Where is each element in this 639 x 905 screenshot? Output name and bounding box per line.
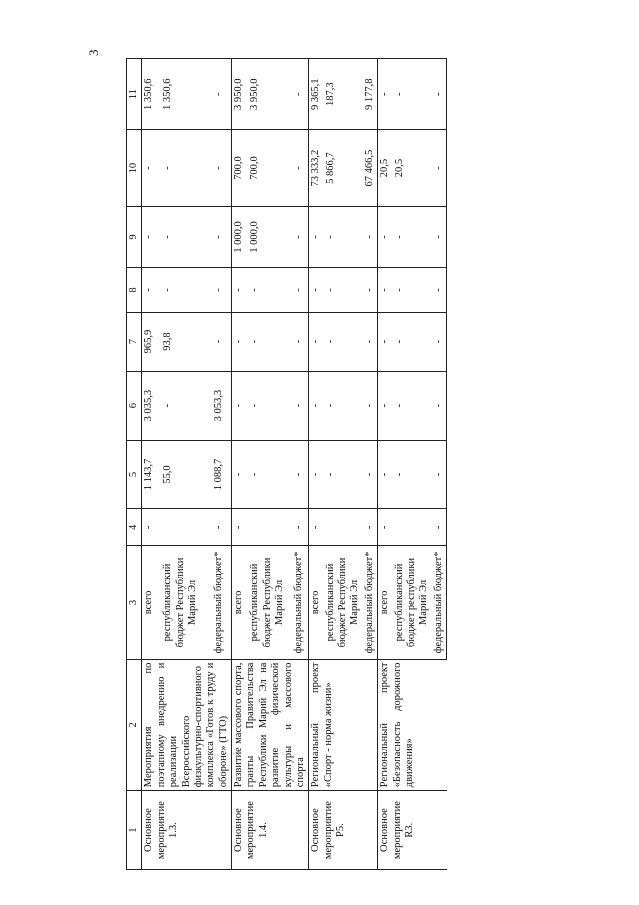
page-number: 3 — [86, 49, 101, 56]
header-cell: 6 — [127, 371, 142, 440]
amount-cell: - — [432, 312, 447, 371]
amount-cell: - — [232, 312, 249, 371]
amount-cell: - — [393, 440, 432, 509]
amount-cell: - — [292, 509, 309, 546]
funding-source: федеральный бюджет* — [363, 546, 378, 659]
funding-source: республиканский бюджет Республики Марий Эл — [248, 546, 292, 659]
funding-source: федеральный бюджет* — [212, 546, 231, 659]
amount-cell: - — [248, 371, 292, 440]
header-cell: 8 — [127, 268, 142, 312]
table-row — [232, 59, 249, 870]
amount-cell: - — [161, 371, 212, 440]
amount-cell: - — [324, 371, 363, 440]
amount-cell: - — [161, 268, 212, 312]
amount-cell: 73 333,2 — [309, 130, 324, 206]
amount-cell: - — [232, 371, 249, 440]
header-cell: 11 — [127, 59, 142, 130]
funding-source: всего — [142, 546, 161, 659]
amount-cell: 3 950,0 — [248, 59, 292, 130]
amount-cell: 20,5 — [378, 130, 393, 206]
activity-number: Основное мероприятие Р5. — [309, 791, 378, 870]
amount-cell: - — [378, 312, 393, 371]
amount-cell: - — [432, 59, 447, 130]
amount-cell: - — [292, 268, 309, 312]
header-cell: 9 — [127, 206, 142, 268]
amount-cell: 1 143,7 — [142, 440, 161, 509]
activity-number: Основное мероприятие 1.4. — [232, 791, 309, 870]
amount-cell: - — [212, 130, 231, 206]
amount-cell: - — [378, 371, 393, 440]
amount-cell: - — [212, 312, 231, 371]
amount-cell: - — [309, 312, 324, 371]
amount-cell: - — [378, 59, 393, 130]
amount-cell: - — [363, 440, 378, 509]
amount-cell: - — [309, 206, 324, 268]
amount-cell: 700,0 — [248, 130, 292, 206]
header-cell: 3 — [127, 546, 142, 659]
amount-cell: 93,8 — [161, 312, 212, 371]
amount-cell: 1 350,6 — [161, 59, 212, 130]
amount-cell: - — [212, 509, 231, 546]
amount-cell: - — [378, 509, 393, 546]
table-row — [309, 59, 324, 870]
header-cell: 5 — [127, 440, 142, 509]
amount-cell: - — [292, 371, 309, 440]
amount-cell: - — [212, 206, 231, 268]
activity-number: Основное мероприятие R3. — [378, 791, 447, 870]
amount-cell: - — [363, 206, 378, 268]
amount-cell: - — [161, 206, 212, 268]
amount-cell: - — [232, 440, 249, 509]
header-cell: 7 — [127, 312, 142, 371]
amount-cell: - — [309, 268, 324, 312]
amount-cell: - — [161, 130, 212, 206]
rotated-table-container — [126, 58, 541, 870]
amount-cell: 1 000,0 — [232, 206, 249, 268]
amount-cell: - — [432, 371, 447, 440]
amount-cell: - — [292, 206, 309, 268]
amount-cell: - — [292, 440, 309, 509]
funding-source: всего — [232, 546, 249, 659]
activity-description: Мероприятия по поэтапному внедрению и реализации Всероссийского физкультурно-спортивного комплекса «Готов к труду и обороне» (ГТО) — [142, 659, 232, 791]
amount-cell: 187,3 — [324, 59, 363, 130]
amount-cell: - — [309, 509, 324, 546]
amount-cell: - — [142, 509, 161, 546]
funding-source: республиканский бюджет Республики Марий Эл — [324, 546, 363, 659]
amount-cell — [248, 509, 292, 546]
activity-description: Развитие массового спорта, гранты Правительства Республики Марий Эл на развитие физической культуры и массового спорта — [232, 659, 309, 791]
amount-cell: - — [378, 440, 393, 509]
amount-cell: - — [432, 509, 447, 546]
amount-cell: - — [248, 268, 292, 312]
activity-description: Региональный проект «Спорт - норма жизни» — [309, 659, 378, 791]
funding-source: республиканский бюджет республики Марий Эл — [393, 546, 432, 659]
amount-cell: 55,0 — [161, 440, 212, 509]
amount-cell: - — [432, 440, 447, 509]
amount-cell: 3 053,3 — [212, 371, 231, 440]
funding-source: федеральный бюджет* — [292, 546, 309, 659]
amount-cell: 5 866,7 — [324, 130, 363, 206]
amount-cell: - — [232, 509, 249, 546]
amount-cell: 9 177,8 — [363, 59, 378, 130]
amount-cell: 3 035,3 — [142, 371, 161, 440]
amount-cell: - — [212, 268, 231, 312]
amount-cell: 67 466,5 — [363, 130, 378, 206]
amount-cell: - — [248, 312, 292, 371]
amount-cell: - — [292, 59, 309, 130]
amount-cell: - — [142, 130, 161, 206]
amount-cell: - — [309, 440, 324, 509]
table-row — [142, 59, 161, 870]
amount-cell: 1 088,7 — [212, 440, 231, 509]
amount-cell: - — [432, 268, 447, 312]
amount-cell: - — [212, 59, 231, 130]
header-cell: 1 — [127, 791, 142, 870]
amount-cell: - — [393, 268, 432, 312]
amount-cell: - — [142, 206, 161, 268]
amount-cell: - — [432, 130, 447, 206]
activity-number: Основное мероприятие 1.3. — [142, 791, 232, 870]
table-row — [378, 59, 393, 870]
table-body — [142, 59, 447, 870]
amount-cell: - — [292, 130, 309, 206]
amount-cell — [393, 509, 432, 546]
amount-cell: 1 000,0 — [248, 206, 292, 268]
funding-source: республиканский бюджет Республики Марий Эл — [161, 546, 212, 659]
amount-cell: - — [324, 268, 363, 312]
amount-cell — [161, 509, 212, 546]
amount-cell: - — [324, 440, 363, 509]
header-cell: 4 — [127, 509, 142, 546]
funding-source: федеральный бюджет* — [432, 546, 447, 659]
amount-cell: - — [393, 59, 432, 130]
amount-cell: - — [324, 206, 363, 268]
amount-cell: - — [363, 312, 378, 371]
amount-cell: - — [309, 371, 324, 440]
amount-cell: - — [393, 312, 432, 371]
header-cell: 10 — [127, 130, 142, 206]
amount-cell: - — [363, 371, 378, 440]
amount-cell: - — [363, 268, 378, 312]
header-row — [127, 59, 142, 870]
amount-cell: - — [324, 312, 363, 371]
amount-cell: - — [292, 312, 309, 371]
header-cell: 2 — [127, 659, 142, 791]
amount-cell: - — [363, 509, 378, 546]
amount-cell: 965,9 — [142, 312, 161, 371]
amount-cell: 700,0 — [232, 130, 249, 206]
amount-cell: - — [378, 268, 393, 312]
amount-cell: - — [248, 440, 292, 509]
activity-description: Региональный проект «Безопасность дорожного движения» — [378, 659, 447, 791]
funding-source: всего — [378, 546, 393, 659]
amount-cell: - — [393, 371, 432, 440]
amount-cell: - — [432, 206, 447, 268]
funding-source: всего — [309, 546, 324, 659]
amount-cell: 20,5 — [393, 130, 432, 206]
amount-cell: 9 365,1 — [309, 59, 324, 130]
amount-cell: - — [232, 268, 249, 312]
amount-cell: - — [393, 206, 432, 268]
amount-cell — [324, 509, 363, 546]
amount-cell: - — [142, 268, 161, 312]
budget-table — [126, 58, 447, 870]
amount-cell: 3 950,0 — [232, 59, 249, 130]
amount-cell: - — [378, 206, 393, 268]
amount-cell: 1 350,6 — [142, 59, 161, 130]
